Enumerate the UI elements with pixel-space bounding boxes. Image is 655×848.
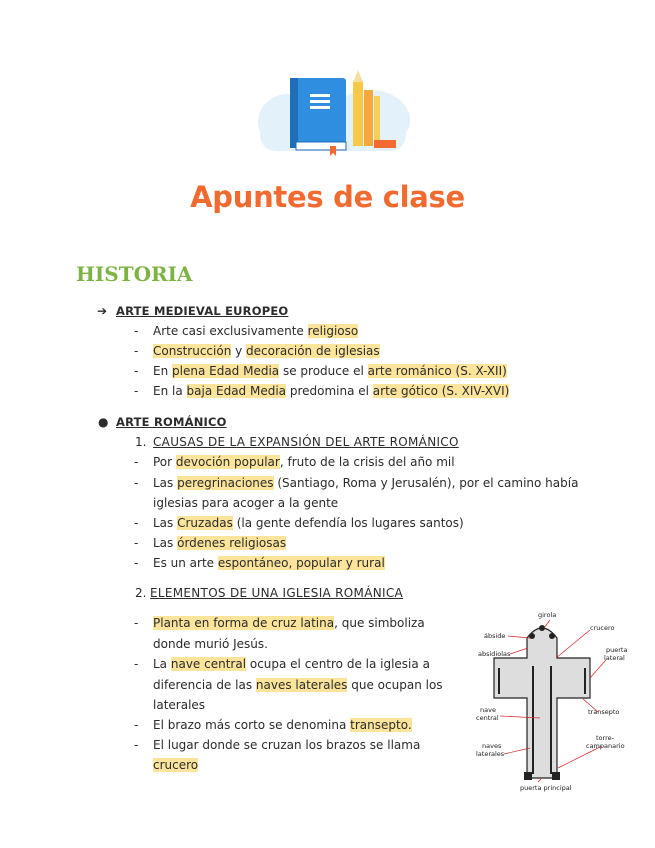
label-nave-central: nave <box>480 706 496 714</box>
page-title: Apuntes de clase <box>190 180 465 214</box>
medieval-item: Arte casi exclusivamente religioso <box>153 324 359 338</box>
label-torre-campanario: campanario <box>586 742 625 750</box>
label-crucero: crucero <box>590 624 615 632</box>
element-item: Planta en forma de cruz latina, que simboliza <box>153 616 425 630</box>
book-logo-icon <box>250 62 416 157</box>
sub-number: 1. <box>135 435 147 449</box>
dash-bullet: - <box>134 476 139 490</box>
section-heading: HISTORIA <box>76 262 193 286</box>
cause-item: Las órdenes religiosas <box>153 536 287 550</box>
causes-heading: CAUSAS DE LA EXPANSIÓN DEL ARTE ROMÁNICO <box>153 435 459 449</box>
dash-bullet: - <box>134 738 139 752</box>
dot-bullet: ● <box>98 415 109 429</box>
medieval-heading: ARTE MEDIEVAL EUROPEO <box>116 304 289 318</box>
cause-item: Por devoción popular, fruto de la crisis del año mil <box>153 455 455 469</box>
dash-bullet: - <box>134 384 139 398</box>
label-torre-campanario: torre- <box>596 734 614 742</box>
dash-bullet: - <box>134 657 139 671</box>
element-item: El brazo más corto se denomina transepto. <box>153 718 412 732</box>
dash-bullet: - <box>134 556 139 570</box>
dash-bullet: - <box>134 344 139 358</box>
label-puerta-lateral: puerta <box>606 646 628 654</box>
cause-item: Las peregrinaciones (Santiago, Roma y Jerusalén), por el camino había <box>153 476 579 490</box>
label-naves-laterales: naves <box>482 742 502 750</box>
church-floor-plan-diagram <box>472 608 632 794</box>
dash-bullet: - <box>134 616 139 630</box>
romanico-heading: ARTE ROMÁNICO <box>116 415 227 429</box>
dash-bullet: - <box>134 324 139 338</box>
label-puerta-lateral: lateral <box>604 654 625 662</box>
dash-bullet: - <box>134 516 139 530</box>
element-item: La nave central ocupa el centro de la iglesia a <box>153 657 430 671</box>
medieval-item: En plena Edad Media se produce el arte románico (S. X-XII) <box>153 364 507 378</box>
cause-item: Las Cruzadas (la gente defendía los lugares santos) <box>153 516 464 530</box>
element-item-continued: crucero <box>153 758 199 772</box>
label-girola: girola <box>538 611 557 619</box>
element-item-continued: donde murió Jesús. <box>153 637 268 651</box>
element-item-continued: diferencia de las naves laterales que ocupan los <box>153 678 443 692</box>
dash-bullet: - <box>134 536 139 550</box>
element-item: El lugar donde se cruzan los brazos se llama <box>153 738 421 752</box>
label-absidiolas: absidiolas <box>478 650 511 658</box>
dash-bullet: - <box>134 364 139 378</box>
medieval-item: En la baja Edad Media predomina el arte gótico (S. XIV-XVI) <box>153 384 510 398</box>
label-transepto: transepto <box>588 708 620 716</box>
arrow-bullet-icon: ➔ <box>97 304 108 318</box>
dash-bullet: - <box>134 718 139 732</box>
label-nave-central: central <box>476 714 499 722</box>
cause-item-continued: iglesias para acoger a la gente <box>153 496 339 510</box>
elements-heading: ELEMENTOS DE UNA IGLESIA ROMÁNICA <box>150 586 404 600</box>
element-item-continued: laterales <box>153 698 206 712</box>
label-puerta-principal: puerta principal <box>520 784 572 792</box>
label-abside: ábside <box>484 632 506 640</box>
sub-number: 2. <box>135 586 147 600</box>
dash-bullet: - <box>134 455 139 469</box>
cause-item: Es un arte espontáneo, popular y rural <box>153 556 385 570</box>
label-naves-laterales: laterales <box>476 750 505 758</box>
medieval-item: Construcción y decoración de iglesias <box>153 344 380 358</box>
